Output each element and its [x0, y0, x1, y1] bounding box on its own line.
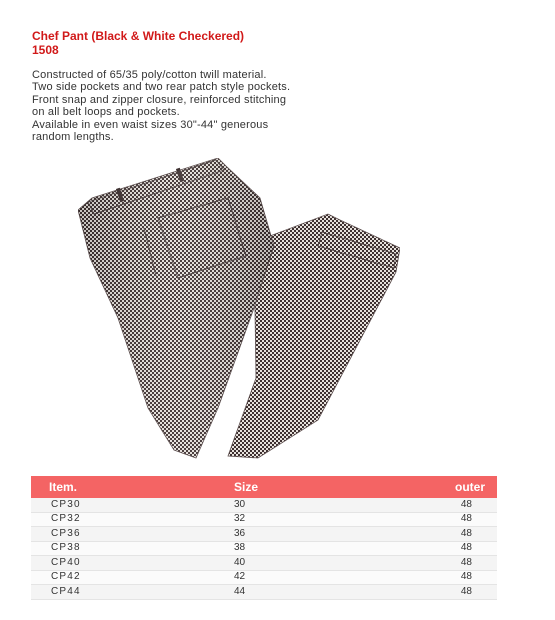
table-row [31, 585, 497, 600]
cell-size: 36 [226, 527, 406, 542]
header-item: Item. [49, 480, 78, 494]
cell-outer: 48 [406, 556, 497, 571]
description-line: Two side pockets and two rear patch style pockets. [32, 81, 291, 94]
cell-size: 38 [226, 541, 406, 556]
table-row [31, 570, 497, 585]
product-code: 1508 [32, 43, 59, 57]
cell-item: CP42 [31, 570, 226, 585]
description-line: Available in even waist sizes 30"-44" generous [32, 118, 269, 131]
cell-item: CP36 [31, 527, 226, 542]
product-name: Chef Pant (Black & White Checkered) [32, 29, 245, 43]
cell-outer: 48 [406, 498, 497, 512]
table-row [31, 498, 497, 512]
table-row [31, 556, 497, 571]
cell-item: CP32 [31, 512, 226, 527]
header-outer: outer [455, 480, 485, 494]
description-line: random lengths. [32, 131, 114, 144]
chef-pant-image [78, 158, 400, 464]
cell-outer: 48 [406, 512, 497, 527]
cell-outer: 48 [406, 541, 497, 556]
description-line: Constructed of 65/35 poly/cotton twill material. [32, 69, 267, 81]
product-title [32, 29, 244, 57]
cell-item: CP44 [31, 585, 226, 600]
table-row [31, 527, 497, 542]
cell-item: CP38 [31, 541, 226, 556]
size-table [31, 476, 497, 600]
product-description [32, 69, 332, 143]
cell-item: CP30 [31, 498, 226, 512]
cell-size: 30 [226, 498, 406, 512]
cell-outer: 48 [406, 570, 497, 585]
table-row [31, 541, 497, 556]
cell-size: 44 [226, 585, 406, 600]
cell-item: CP40 [31, 556, 226, 571]
description-line: on all belt loops and pockets. [32, 106, 180, 119]
header-size: Size [234, 480, 259, 494]
cell-outer: 48 [406, 527, 497, 542]
description-line: Front snap and zipper closure, reinforced stitching [32, 93, 287, 106]
table-header-row [31, 476, 497, 498]
table-row [31, 512, 497, 527]
cell-size: 42 [226, 570, 406, 585]
cell-outer: 48 [406, 585, 497, 600]
cell-size: 32 [226, 512, 406, 527]
cell-size: 40 [226, 556, 406, 571]
